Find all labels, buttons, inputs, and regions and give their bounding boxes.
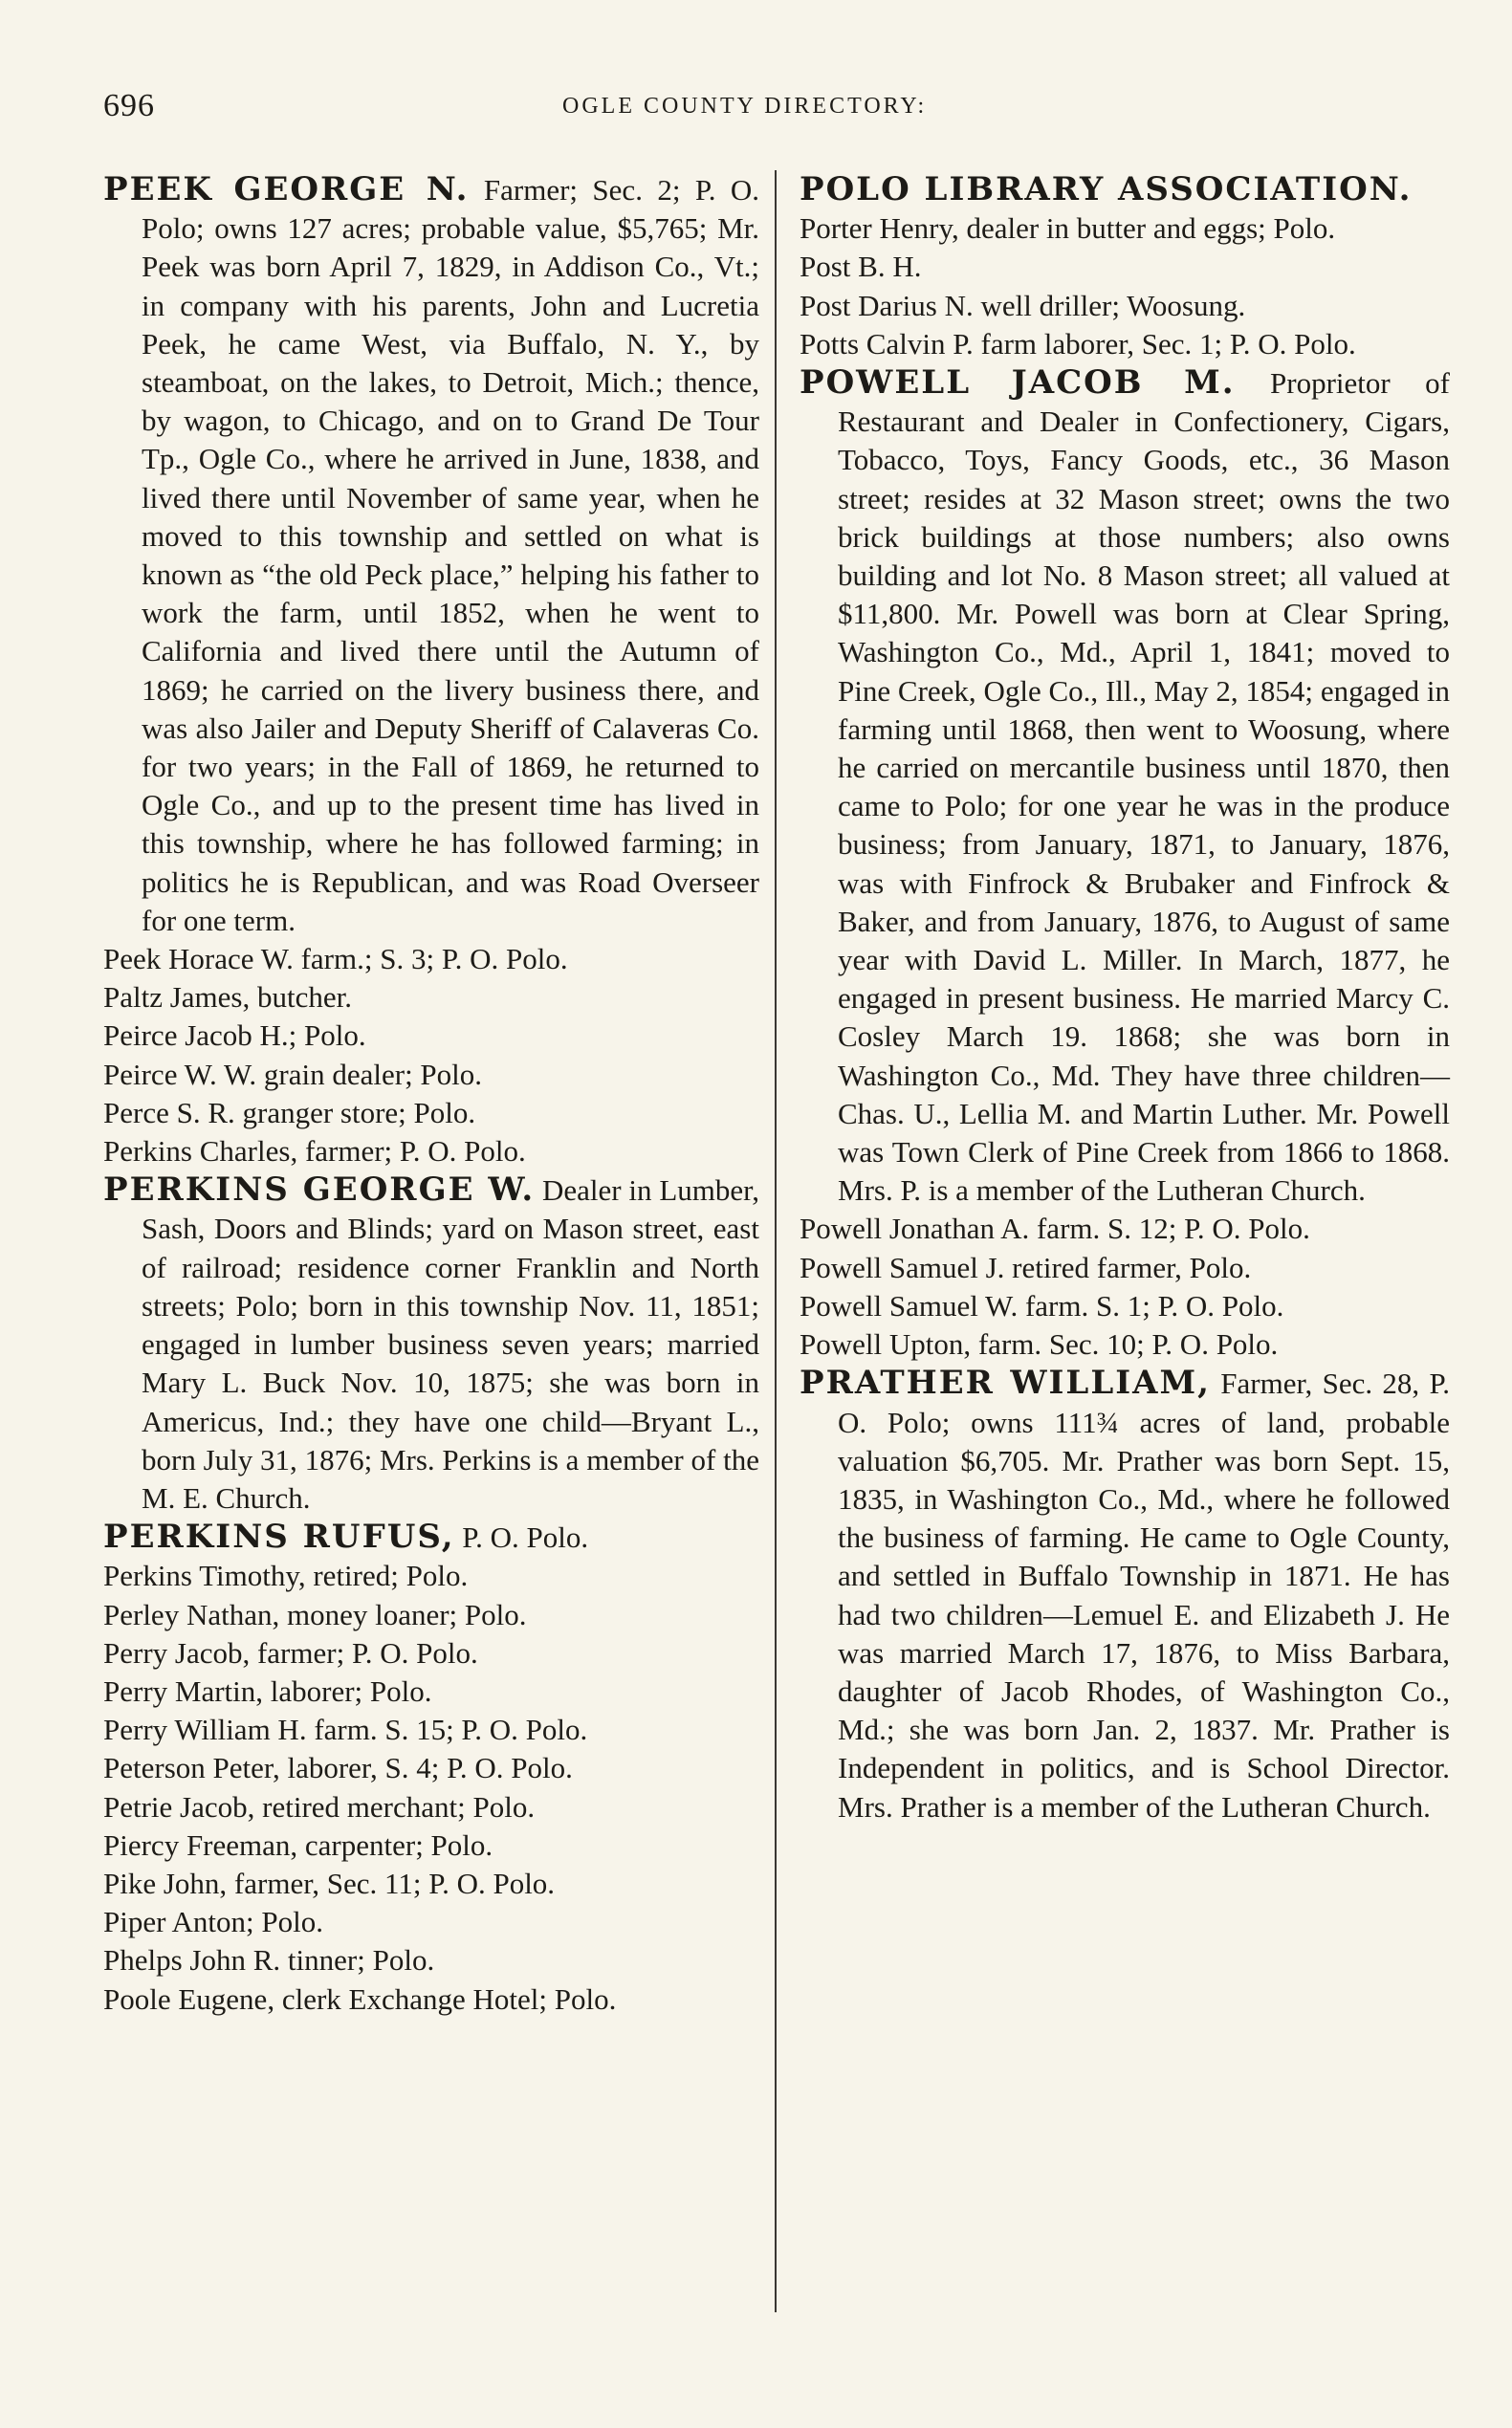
list-item: Pike John, farmer, Sec. 11; P. O. Polo. [103, 1866, 556, 1900]
list-item: Poole Eugene, clerk Exchange Hotel; Polo. [103, 1981, 617, 2016]
list-item: Perley Nathan, money loaner; Polo. [103, 1597, 527, 1631]
entry-name: POWELL JACOB M. [800, 363, 1236, 403]
entry-perkins-george [103, 1170, 759, 1518]
page-header [103, 88, 1442, 126]
right-column [800, 170, 1450, 1826]
entry-peek-george [103, 170, 759, 940]
entry-perkins-rufus [103, 1518, 759, 1557]
list-item: Petrie Jacob, retired merchant; Polo. [103, 1789, 536, 1824]
list-item: Porter Henry, dealer in butter and eggs; Polo. [800, 211, 1336, 246]
list-item: Powell Upton, farm. Sec. 10; P. O. Polo. [800, 1327, 1279, 1362]
entry-name: PERKINS GEORGE W. [103, 1170, 536, 1210]
list-item: Perry Martin, laborer; Polo. [103, 1673, 432, 1708]
entry-polo-library [800, 170, 1450, 209]
list-item: Peterson Peter, laborer, S. 4; P. O. Polo. [103, 1751, 573, 1785]
list-item: Peirce Jacob H.; Polo. [103, 1018, 366, 1053]
list-item: Perkins Timothy, retired; Polo. [103, 1559, 469, 1593]
entry-powell-jacob [800, 363, 1450, 1210]
page-number: 696 [103, 88, 155, 123]
list-item: Powell Samuel J. retired farmer, Polo. [800, 1250, 1252, 1284]
entry-text: P. O. Polo. [462, 1520, 589, 1555]
list-item: Piper Anton; Polo. [103, 1905, 323, 1939]
column-divider [775, 170, 777, 2312]
entry-name: PEEK GEORGE N. [103, 170, 470, 208]
list-item: Post B. H. [800, 250, 922, 284]
list-item: Powell Samuel W. farm. S. 1; P. O. Polo. [800, 1288, 1284, 1323]
list-item: Perce S. R. granger store; Polo. [103, 1095, 476, 1129]
entry-name: POLO LIBRARY ASSOCIATION. [800, 170, 1413, 208]
running-head: OGLE COUNTY DIRECTORY: [562, 94, 928, 119]
entry-text: Farmer, Sec. 28, P. O. Polo; owns 111¾ acres of land, probable valuation $6,705. Mr. Prather was born Sept. 15, 1835, in Washington Co., Md., where he followed the business of farming. He came to Ogle County, and settled in Buffalo Township in 1871. He has had two children—Lemuel E. and Elizabeth J. He was married March 17, 1876, to Miss Barbara, daughter of Jacob Rhodes, of Washington Co., Md.; she was born Jan. 2, 1837. Mr. Prather is Independent in politics, and is School Director. Mrs. Prather is a member of the Lutheran Church. [838, 1367, 1451, 1824]
list-item: Perry William H. farm. S. 15; P. O. Polo. [103, 1713, 588, 1747]
entry-name: PRATHER WILLIAM, [800, 1364, 1211, 1403]
list-item: Powell Jonathan A. farm. S. 12; P. O. Polo. [800, 1212, 1310, 1246]
list-item: Piercy Freeman, carpenter; Polo. [103, 1827, 493, 1862]
list-item: Perkins Charles, farmer; P. O. Polo. [103, 1134, 526, 1169]
list-item: Potts Calvin P. farm laborer, Sec. 1; P. O. Polo. [800, 326, 1356, 361]
entry-text: Dealer in Lumber, Sash, Doors and Blinds; yard on Mason street, east of railroad; residence corner Franklin and North streets; Polo; born in this township Nov. 11, 1851; engaged in lumber business seven years; married Mary L. Buck Nov. 10, 1875; she was born in Americus, Ind.; they have one child—Bryant L., born July 31, 1876; Mrs. Perkins is a member of the M. E. Church. [142, 1173, 759, 1515]
entry-text: Farmer; Sec. 2; P. O. Polo; owns 127 acres; probable value, $5,765; Mr. Peek was born April 7, 1829, in Addison Co., Vt.; in company with his parents, John and Lucretia Peek, he came West, via Buffalo, N. Y., by steamboat, on the lakes, to Detroit, Mich.; thence, by wagon, to Chicago, and on to Grand De Tour Tp., Ogle Co., where he arrived in June, 1838, and lived there until November of same year, when he moved to this township and settled on what is known as “the old Peck place,” helping his father to work the farm, until 1852, when he went to California and lived there until the Autumn of 1869; he carried on the livery business there, and was also Jailer and Deputy Sheriff of Calaveras Co. for two years; in the Fall of 1869, he returned to Ogle Co., and up to the present time has lived in this township, where he has followed farming; in politics he is Republican, and was Road Overseer for one term. [142, 173, 759, 937]
list-item: Perry Jacob, farmer; P. O. Polo. [103, 1635, 478, 1670]
list-item: Peek Horace W. farm.; S. 3; P. O. Polo. [103, 942, 568, 976]
list-item: Peirce W. W. grain dealer; Polo. [103, 1057, 483, 1091]
list-item: Paltz James, butcher. [103, 980, 352, 1015]
entry-text: Proprietor of Restaurant and Dealer in Confectionery, Cigars, Tobacco, Toys, Fancy Goods, etc., 36 Mason street; resides at 32 Mason street; owns the two brick buildings at those numbers; also owns building and lot No. 8 Mason street; all valued at $11,800. Mr. Powell was born at Clear Spring, Washington Co., Md., April 1, 1841; moved to Pine Creek, Ogle Co., Ill., May 2, 1854; engaged in farming until 1868, then went to Woosung, where he carried on mercantile business until 1870, then came to Polo; for one year he was in the produce business; from January, 1871, to January, 1876, was with Finfrock & Brubaker and Finfrock & Baker, and from January, 1876, to August of same year with David L. Miller. In March, 1877, he engaged in present business. He married Marcy C. Cosley March 19. 1868; she was born in Washington Co., Md. They have three children—Chas. U., Lellia M. and Martin Luther. Mr. Powell was Town Clerk of Pine Creek from 1866 to 1868. Mrs. P. is a member of the Lutheran Church. [838, 366, 1450, 1208]
list-item: Phelps John R. tinner; Polo. [103, 1943, 435, 1978]
entry-prather-william [800, 1364, 1450, 1826]
list-item: Post Darius N. well driller; Woosung. [800, 288, 1246, 322]
entry-name: PERKINS RUFUS, [103, 1518, 455, 1557]
left-column [103, 170, 759, 2019]
